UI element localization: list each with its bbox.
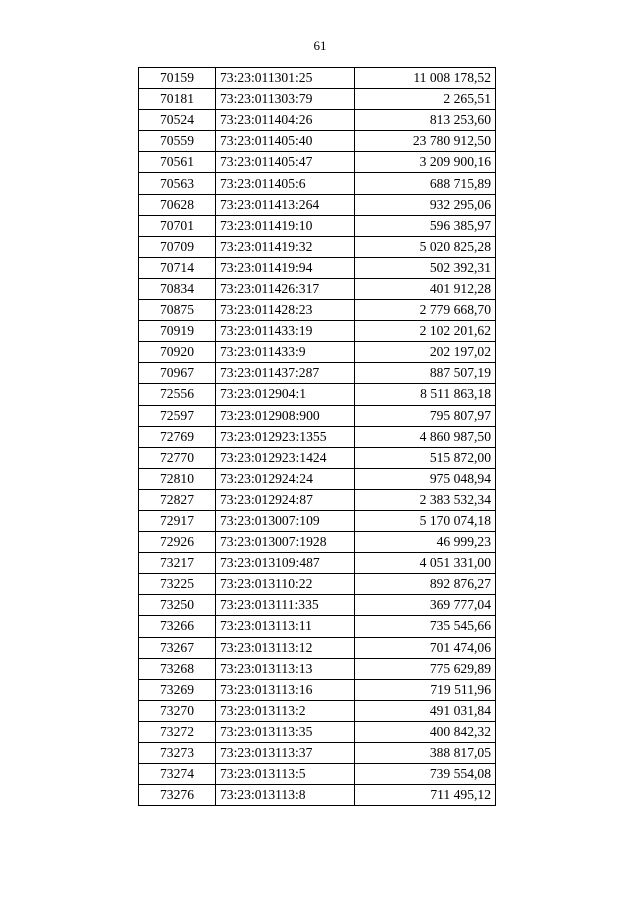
table-row xyxy=(139,574,496,595)
table-row xyxy=(139,468,496,489)
cadastral-number-cell: 73:23:013111:335 xyxy=(216,595,355,616)
cadastral-value-cell: 711 495,12 xyxy=(355,785,496,806)
table-row xyxy=(139,405,496,426)
row-number-cell: 70920 xyxy=(139,342,216,363)
table-row xyxy=(139,595,496,616)
row-number-cell: 73274 xyxy=(139,764,216,785)
table-row xyxy=(139,278,496,299)
row-number-cell: 73250 xyxy=(139,595,216,616)
cadastral-number-cell: 73:23:011404:26 xyxy=(216,110,355,131)
table-row xyxy=(139,743,496,764)
cadastral-number-cell: 73:23:012908:900 xyxy=(216,405,355,426)
table-row xyxy=(139,194,496,215)
cadastral-number-cell: 73:23:013113:35 xyxy=(216,721,355,742)
row-number-cell: 72926 xyxy=(139,532,216,553)
row-number-cell: 73273 xyxy=(139,743,216,764)
table-row xyxy=(139,131,496,152)
row-number-cell: 73266 xyxy=(139,616,216,637)
row-number-cell: 73272 xyxy=(139,721,216,742)
row-number-cell: 73225 xyxy=(139,574,216,595)
table-row xyxy=(139,532,496,553)
table-row xyxy=(139,553,496,574)
cadastral-number-cell: 73:23:011405:40 xyxy=(216,131,355,152)
cadastral-number-cell: 73:23:013113:11 xyxy=(216,616,355,637)
table-row xyxy=(139,215,496,236)
cadastral-value-cell: 23 780 912,50 xyxy=(355,131,496,152)
cadastral-number-cell: 73:23:011303:79 xyxy=(216,89,355,110)
table-row xyxy=(139,721,496,742)
cadastral-number-cell: 73:23:011301:25 xyxy=(216,68,355,89)
row-number-cell: 70524 xyxy=(139,110,216,131)
cadastral-value-cell: 775 629,89 xyxy=(355,658,496,679)
cadastral-number-cell: 73:23:011437:287 xyxy=(216,363,355,384)
table-row xyxy=(139,384,496,405)
cadastral-number-cell: 73:23:013113:2 xyxy=(216,700,355,721)
cadastral-number-cell: 73:23:011426:317 xyxy=(216,278,355,299)
table-row xyxy=(139,489,496,510)
cadastral-value-cell: 2 265,51 xyxy=(355,89,496,110)
cadastral-value-cell: 887 507,19 xyxy=(355,363,496,384)
cadastral-number-cell: 73:23:013113:12 xyxy=(216,637,355,658)
cadastral-value-cell: 8 511 863,18 xyxy=(355,384,496,405)
table-row xyxy=(139,658,496,679)
table-row xyxy=(139,764,496,785)
row-number-cell: 70967 xyxy=(139,363,216,384)
table-row xyxy=(139,321,496,342)
table-row xyxy=(139,700,496,721)
row-number-cell: 70181 xyxy=(139,89,216,110)
row-number-cell: 73270 xyxy=(139,700,216,721)
table-row xyxy=(139,173,496,194)
cadastral-value-cell: 2 383 532,34 xyxy=(355,489,496,510)
cadastral-number-cell: 73:23:013113:5 xyxy=(216,764,355,785)
row-number-cell: 70159 xyxy=(139,68,216,89)
cadastral-number-cell: 73:23:013007:109 xyxy=(216,510,355,531)
row-number-cell: 73217 xyxy=(139,553,216,574)
cadastral-value-cell: 369 777,04 xyxy=(355,595,496,616)
row-number-cell: 70628 xyxy=(139,194,216,215)
cadastral-value-cell: 688 715,89 xyxy=(355,173,496,194)
cadastral-number-cell: 73:23:011428:23 xyxy=(216,300,355,321)
table-row xyxy=(139,342,496,363)
cadastral-value-cell: 400 842,32 xyxy=(355,721,496,742)
cadastral-number-cell: 73:23:011433:19 xyxy=(216,321,355,342)
cadastral-number-cell: 73:23:013007:1928 xyxy=(216,532,355,553)
cadastral-value-table xyxy=(138,67,496,806)
row-number-cell: 73268 xyxy=(139,658,216,679)
table-row xyxy=(139,236,496,257)
cadastral-value-cell: 892 876,27 xyxy=(355,574,496,595)
cadastral-number-cell: 73:23:012904:1 xyxy=(216,384,355,405)
row-number-cell: 70834 xyxy=(139,278,216,299)
cadastral-number-cell: 73:23:011433:9 xyxy=(216,342,355,363)
cadastral-value-cell: 975 048,94 xyxy=(355,468,496,489)
table-row xyxy=(139,363,496,384)
cadastral-value-cell: 4 860 987,50 xyxy=(355,426,496,447)
cadastral-number-cell: 73:23:011413:264 xyxy=(216,194,355,215)
cadastral-value-cell: 932 295,06 xyxy=(355,194,496,215)
row-number-cell: 70701 xyxy=(139,215,216,236)
row-number-cell: 73269 xyxy=(139,679,216,700)
row-number-cell: 72827 xyxy=(139,489,216,510)
table-body xyxy=(139,68,496,806)
cadastral-value-cell: 401 912,28 xyxy=(355,278,496,299)
cadastral-number-cell: 73:23:011419:32 xyxy=(216,236,355,257)
cadastral-value-cell: 795 807,97 xyxy=(355,405,496,426)
cadastral-number-cell: 73:23:012924:87 xyxy=(216,489,355,510)
table-row xyxy=(139,152,496,173)
table-row xyxy=(139,257,496,278)
row-number-cell: 72556 xyxy=(139,384,216,405)
row-number-cell: 70875 xyxy=(139,300,216,321)
cadastral-value-cell: 4 051 331,00 xyxy=(355,553,496,574)
table-row xyxy=(139,616,496,637)
cadastral-number-cell: 73:23:013110:22 xyxy=(216,574,355,595)
row-number-cell: 72769 xyxy=(139,426,216,447)
row-number-cell: 70919 xyxy=(139,321,216,342)
row-number-cell: 70561 xyxy=(139,152,216,173)
table-row xyxy=(139,637,496,658)
cadastral-value-cell: 491 031,84 xyxy=(355,700,496,721)
cadastral-number-cell: 73:23:011419:10 xyxy=(216,215,355,236)
table-row xyxy=(139,426,496,447)
table-row xyxy=(139,785,496,806)
cadastral-value-cell: 388 817,05 xyxy=(355,743,496,764)
cadastral-value-cell: 735 545,66 xyxy=(355,616,496,637)
cadastral-value-cell: 739 554,08 xyxy=(355,764,496,785)
row-number-cell: 70559 xyxy=(139,131,216,152)
cadastral-value-cell: 5 170 074,18 xyxy=(355,510,496,531)
cadastral-number-cell: 73:23:013113:37 xyxy=(216,743,355,764)
cadastral-value-cell: 2 779 668,70 xyxy=(355,300,496,321)
table-row xyxy=(139,110,496,131)
cadastral-value-cell: 5 020 825,28 xyxy=(355,236,496,257)
cadastral-number-cell: 73:23:012923:1424 xyxy=(216,447,355,468)
table-row xyxy=(139,89,496,110)
row-number-cell: 72597 xyxy=(139,405,216,426)
table-row xyxy=(139,679,496,700)
row-number-cell: 70714 xyxy=(139,257,216,278)
cadastral-number-cell: 73:23:011405:6 xyxy=(216,173,355,194)
cadastral-value-cell: 719 511,96 xyxy=(355,679,496,700)
cadastral-value-cell: 11 008 178,52 xyxy=(355,68,496,89)
row-number-cell: 70563 xyxy=(139,173,216,194)
cadastral-number-cell: 73:23:013113:8 xyxy=(216,785,355,806)
row-number-cell: 72810 xyxy=(139,468,216,489)
cadastral-value-cell: 515 872,00 xyxy=(355,447,496,468)
cadastral-number-cell: 73:23:013113:16 xyxy=(216,679,355,700)
cadastral-value-cell: 502 392,31 xyxy=(355,257,496,278)
cadastral-number-cell: 73:23:012924:24 xyxy=(216,468,355,489)
cadastral-value-cell: 596 385,97 xyxy=(355,215,496,236)
cadastral-value-cell: 46 999,23 xyxy=(355,532,496,553)
row-number-cell: 72770 xyxy=(139,447,216,468)
cadastral-value-cell: 202 197,02 xyxy=(355,342,496,363)
page-number: 61 xyxy=(313,38,327,53)
row-number-cell: 72917 xyxy=(139,510,216,531)
table-row xyxy=(139,68,496,89)
cadastral-number-cell: 73:23:011405:47 xyxy=(216,152,355,173)
table-row xyxy=(139,300,496,321)
cadastral-number-cell: 73:23:013113:13 xyxy=(216,658,355,679)
cadastral-value-cell: 701 474,06 xyxy=(355,637,496,658)
cadastral-number-cell: 73:23:011419:94 xyxy=(216,257,355,278)
cadastral-value-cell: 3 209 900,16 xyxy=(355,152,496,173)
row-number-cell: 73276 xyxy=(139,785,216,806)
cadastral-number-cell: 73:23:013109:487 xyxy=(216,553,355,574)
row-number-cell: 73267 xyxy=(139,637,216,658)
row-number-cell: 70709 xyxy=(139,236,216,257)
cadastral-value-cell: 813 253,60 xyxy=(355,110,496,131)
table-row xyxy=(139,510,496,531)
cadastral-number-cell: 73:23:012923:1355 xyxy=(216,426,355,447)
cadastral-value-cell: 2 102 201,62 xyxy=(355,321,496,342)
table-row xyxy=(139,447,496,468)
